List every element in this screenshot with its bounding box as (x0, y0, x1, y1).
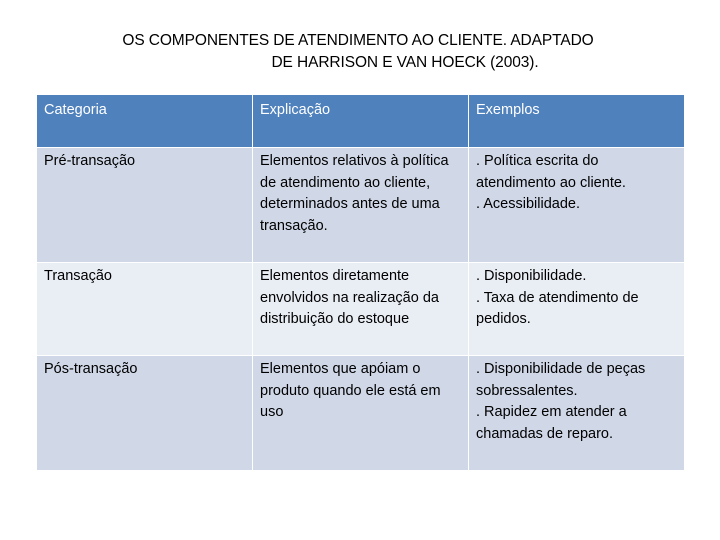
example-item: . Disponibilidade de peças sobressalentes. (476, 361, 646, 399)
example-item: . Rapidez em atender a chamadas de reparo. (476, 404, 627, 442)
table-row (37, 263, 685, 356)
cell-explicacao: Elementos diretamente envolvidos na realização da distribuição do estoque (253, 263, 469, 356)
example-item: . Disponibilidade. (476, 268, 587, 284)
cell-exemplos (469, 356, 685, 471)
table-header-row (37, 95, 685, 148)
title-line-2: DE HARRISON E VAN HOECK (2003). (271, 54, 539, 71)
example-item: . Acessibilidade. (476, 196, 580, 212)
cell-explicacao: Elementos que apóiam o produto quando ele está em uso (253, 356, 469, 471)
customer-service-components-table (36, 94, 685, 471)
table-row (37, 356, 685, 471)
header-exemplos: Exemplos (469, 95, 685, 148)
table-row (37, 148, 685, 263)
cell-exemplos (469, 148, 685, 263)
cell-categoria: Transação (37, 263, 253, 356)
example-item: . Política escrita do atendimento ao cliente. (476, 153, 626, 191)
page-title (0, 30, 720, 74)
header-explicacao: Explicação (253, 95, 469, 148)
cell-categoria: Pré-transação (37, 148, 253, 263)
cell-exemplos (469, 263, 685, 356)
header-categoria: Categoria (37, 95, 253, 148)
example-item: . Taxa de atendimento de pedidos. (476, 289, 639, 327)
cell-categoria: Pós-transação (37, 356, 253, 471)
title-line-1: OS COMPONENTES DE ATENDIMENTO AO CLIENTE. ADAPTADO (122, 32, 594, 49)
cell-explicacao: Elementos relativos à política de atendimento ao cliente, determinados antes de uma transação. (253, 148, 469, 263)
